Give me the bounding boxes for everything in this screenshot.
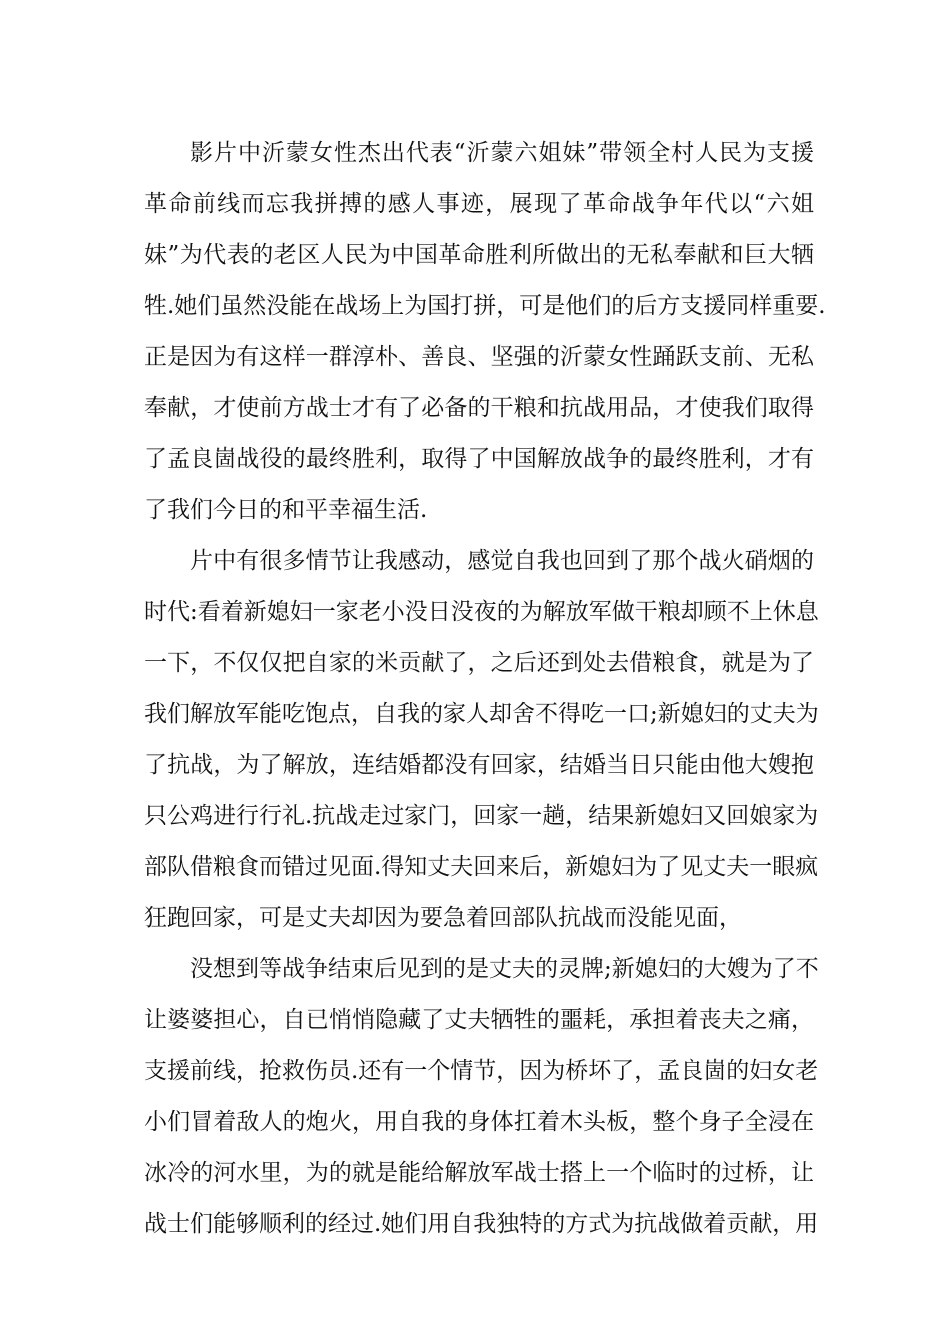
paragraph-1-line-3: 妹”为代表的老区人民为中国革命胜利所做出的无私奉献和巨大牺 <box>144 242 814 268</box>
paragraph-3-line-2: 让婆婆担心，自已悄悄隐藏了丈夫牺牲的噩耗，承担着丧夫之痛， <box>144 1007 814 1033</box>
paragraph-2-line-2: 时代:看着新媳妇一家老小没日没夜的为解放军做干粮却顾不上休息 <box>144 599 819 625</box>
paragraph-2-line-6: 只公鸡进行行礼.抗战走过家门，回家一趟，结果新媳妇又回娘家为 <box>144 803 819 829</box>
paragraph-2-line-5: 了抗战，为了解放，连结婚都没有回家，结婚当日只能由他大嫂抱 <box>144 752 814 778</box>
paragraph-3-line-5: 冰冷的河水里，为的就是能给解放军战士搭上一个临时的过桥，让 <box>144 1160 814 1186</box>
paragraph-3-line-6: 战士们能够顺利的经过.她们用自我独特的方式为抗战做着贡献，用 <box>144 1211 819 1237</box>
paragraph-1-line-8: 了我们今日的和平幸福生活. <box>144 497 428 523</box>
paragraph-1-line-1: 影片中沂蒙女性杰出代表“沂蒙六姐妹”带领全村人民为支援 <box>190 140 814 166</box>
paragraph-1-line-2: 革命前线而忘我拼搏的感人事迹，展现了革命战争年代以“六姐 <box>144 191 814 217</box>
paragraph-3-line-3: 支援前线，抢救伤员.还有一个情节，因为桥坏了，孟良崮的妇女老 <box>144 1058 819 1084</box>
paragraph-2-line-1: 片中有很多情节让我感动，感觉自我也回到了那个战火硝烟的 <box>190 548 814 574</box>
paragraph-1-line-5: 正是因为有这样一群淳朴、善良、坚强的沂蒙女性踊跃支前、无私 <box>144 344 814 370</box>
paragraph-2-line-8: 狂跑回家，可是丈夫却因为要急着回部队抗战而没能见面， <box>144 905 742 931</box>
paragraph-2-line-3: 一下，不仅仅把自家的米贡献了，之后还到处去借粮食，就是为了 <box>144 650 814 676</box>
paragraph-3-line-4: 小们冒着敌人的炮火，用自我的身体扛着木头板，整个身子全浸在 <box>144 1109 814 1135</box>
paragraph-2-line-4: 我们解放军能吃饱点，自我的家人却舍不得吃一口;新媳妇的丈夫为 <box>144 701 819 727</box>
paragraph-1-line-7: 了孟良崮战役的最终胜利，取得了中国解放战争的最终胜利，才有 <box>144 446 814 472</box>
paragraph-3-line-1: 没想到等战争结束后见到的是丈夫的灵牌;新媳妇的大嫂为了不 <box>190 956 819 982</box>
paragraph-1-line-6: 奉献，才使前方战士才有了必备的干粮和抗战用品，才使我们取得 <box>144 395 814 421</box>
document-body <box>144 128 826 1250</box>
paragraph-1-line-4: 牲.她们虽然没能在战场上为国打拼，可是他们的后方支援同样重要. <box>144 293 826 319</box>
paragraph-2-line-7: 部队借粮食而错过见面.得知丈夫回来后，新媳妇为了见丈夫一眼疯 <box>144 854 819 880</box>
